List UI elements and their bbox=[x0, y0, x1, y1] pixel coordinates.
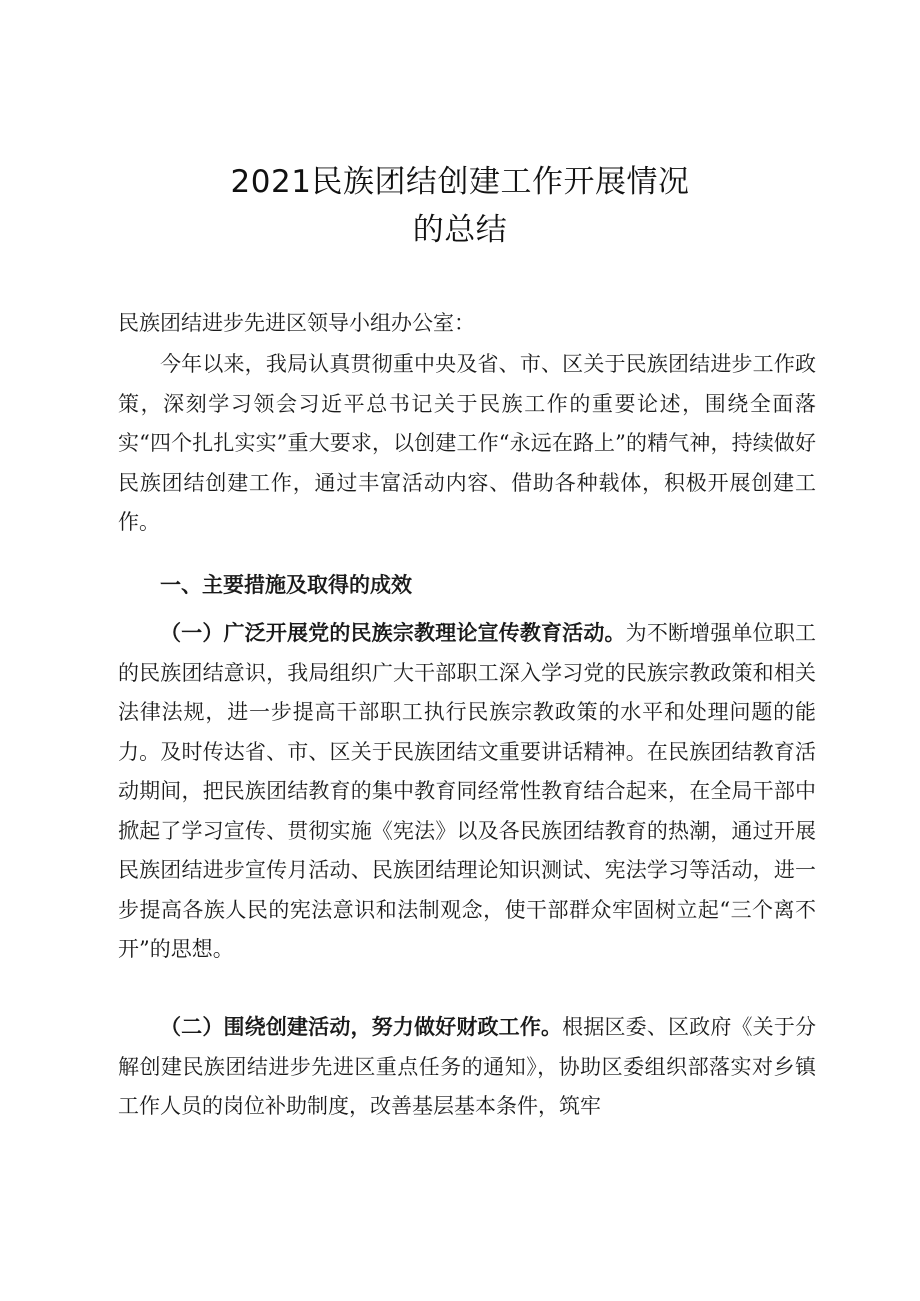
salutation: 民族团结进步先进区领导小组办公室： bbox=[118, 311, 475, 335]
subsection-1-paragraph bbox=[118, 613, 816, 970]
section-heading-1: 一、主要措施及取得的成效 bbox=[160, 572, 412, 597]
subsection-2-lead: （二）围绕创建活动，努力做好财政工作。 bbox=[160, 1014, 563, 1039]
subsection-1-lead: （一）广泛开展党的民族宗教理论宣传教育活动。 bbox=[160, 620, 626, 645]
subsection-2-paragraph bbox=[118, 1007, 816, 1127]
document-title-line-1: 2021民族团结创建工作开展情况 bbox=[230, 164, 690, 200]
document-title-line-2: 的总结 bbox=[412, 212, 508, 248]
subsection-1-body: 为不断增强单位职工的民族团结意识，我局组织广大干部职工深入学习党的民族宗教政策和相关法律法规，进一步提高干部职工执行民族宗教政策的水平和处理问题的能力。及时传达省、市、区关于民族团结文重要讲话精神。在民族团结教育活动期间，把民族团结教育的集中教育同经常性教育结合起来，在全局干部中掀起了学习宣传、贯彻实施《宪法》以及各民族团结教育的热潮，通过开展民族团结进步宣传月活动、民族团结理论知识测试、宪法学习等活动，进一步提高各族人民的宪法意识和法制观念，使干部群众牢固树立起“三个离不开”的思想。 bbox=[118, 621, 817, 961]
subsection-2-body: 根据区委、区政府《关于分解创建民族团结进步先进区重点任务的通知》，协助区委组织部落实对乡镇工作人员的岗位补助制度，改善基层基本条件，筑牢 bbox=[118, 1015, 817, 1118]
intro-paragraph: 今年以来，我局认真贯彻重中央及省、市、区关于民族团结进步工作政策，深刻学习领会习近平总书记关于民族工作的重要论述，围绕全面落实“四个扎扎实实”重大要求，以创建工作“永远在路上”的精气神，持续做好民族团结创建工作，通过丰富活动内容、借助各种载体，积极开展创建工作。 bbox=[118, 352, 816, 534]
